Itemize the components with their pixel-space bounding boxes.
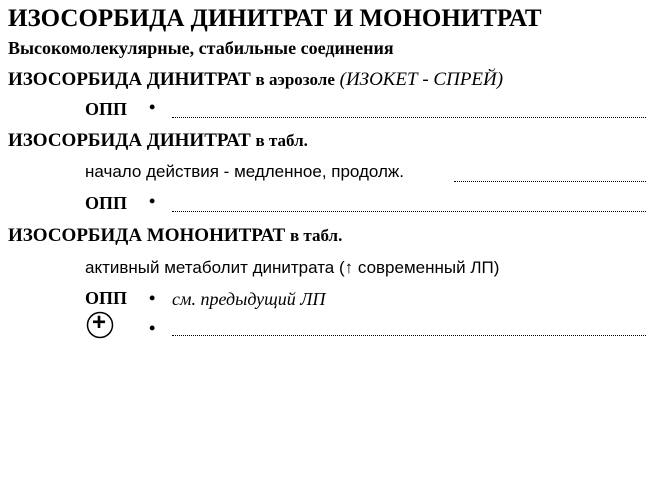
plus-symbol: + — [92, 309, 107, 336]
blank-fill-line — [172, 335, 646, 336]
page-title: ИЗОСОРБИДА ДИНИТРАТ И МОНОНИТРАТ — [8, 5, 542, 32]
section-heading-tablet-dinitrate — [8, 129, 308, 153]
bullet: • — [149, 191, 156, 211]
bullet: • — [149, 318, 156, 338]
circled-plus-icon — [86, 311, 114, 339]
section-heading-bold: ИЗОСОРБИДА ДИНИТРАТ — [8, 130, 251, 151]
opp-label: ОПП — [85, 99, 128, 119]
bullet: • — [149, 288, 156, 308]
section-heading-bold: ИЗОСОРБИДА ДИНИТРАТ — [8, 69, 251, 90]
section-heading-bold: ИЗОСОРБИДА МОНОНИТРАТ — [8, 225, 286, 246]
blank-fill-line — [172, 211, 646, 212]
section-heading-brand: (ИЗОКЕТ - СПРЕЙ) — [339, 69, 504, 90]
section-heading-tablet-mononitrate — [8, 224, 342, 248]
page-subtitle: Высокомолекулярные, стабильные соединения — [8, 38, 394, 58]
onset-text: начало действия - медленное, продолж. — [85, 162, 405, 181]
blank-fill-line — [454, 181, 646, 182]
bullet: • — [149, 97, 156, 117]
section-heading-form: в табл. — [289, 226, 343, 245]
opp-label: ОПП — [85, 288, 128, 308]
metabolite-text: активный метаболит динитрата (↑ современный ЛП) — [85, 258, 500, 277]
section-heading-form: в табл. — [255, 131, 308, 150]
section-heading-aerosol — [8, 68, 503, 92]
opp-label: ОПП — [85, 193, 128, 213]
see-previous-note: см. предыдущий ЛП — [172, 289, 326, 309]
blank-fill-line — [172, 117, 646, 118]
section-heading-form: в аэрозоле — [255, 70, 335, 89]
